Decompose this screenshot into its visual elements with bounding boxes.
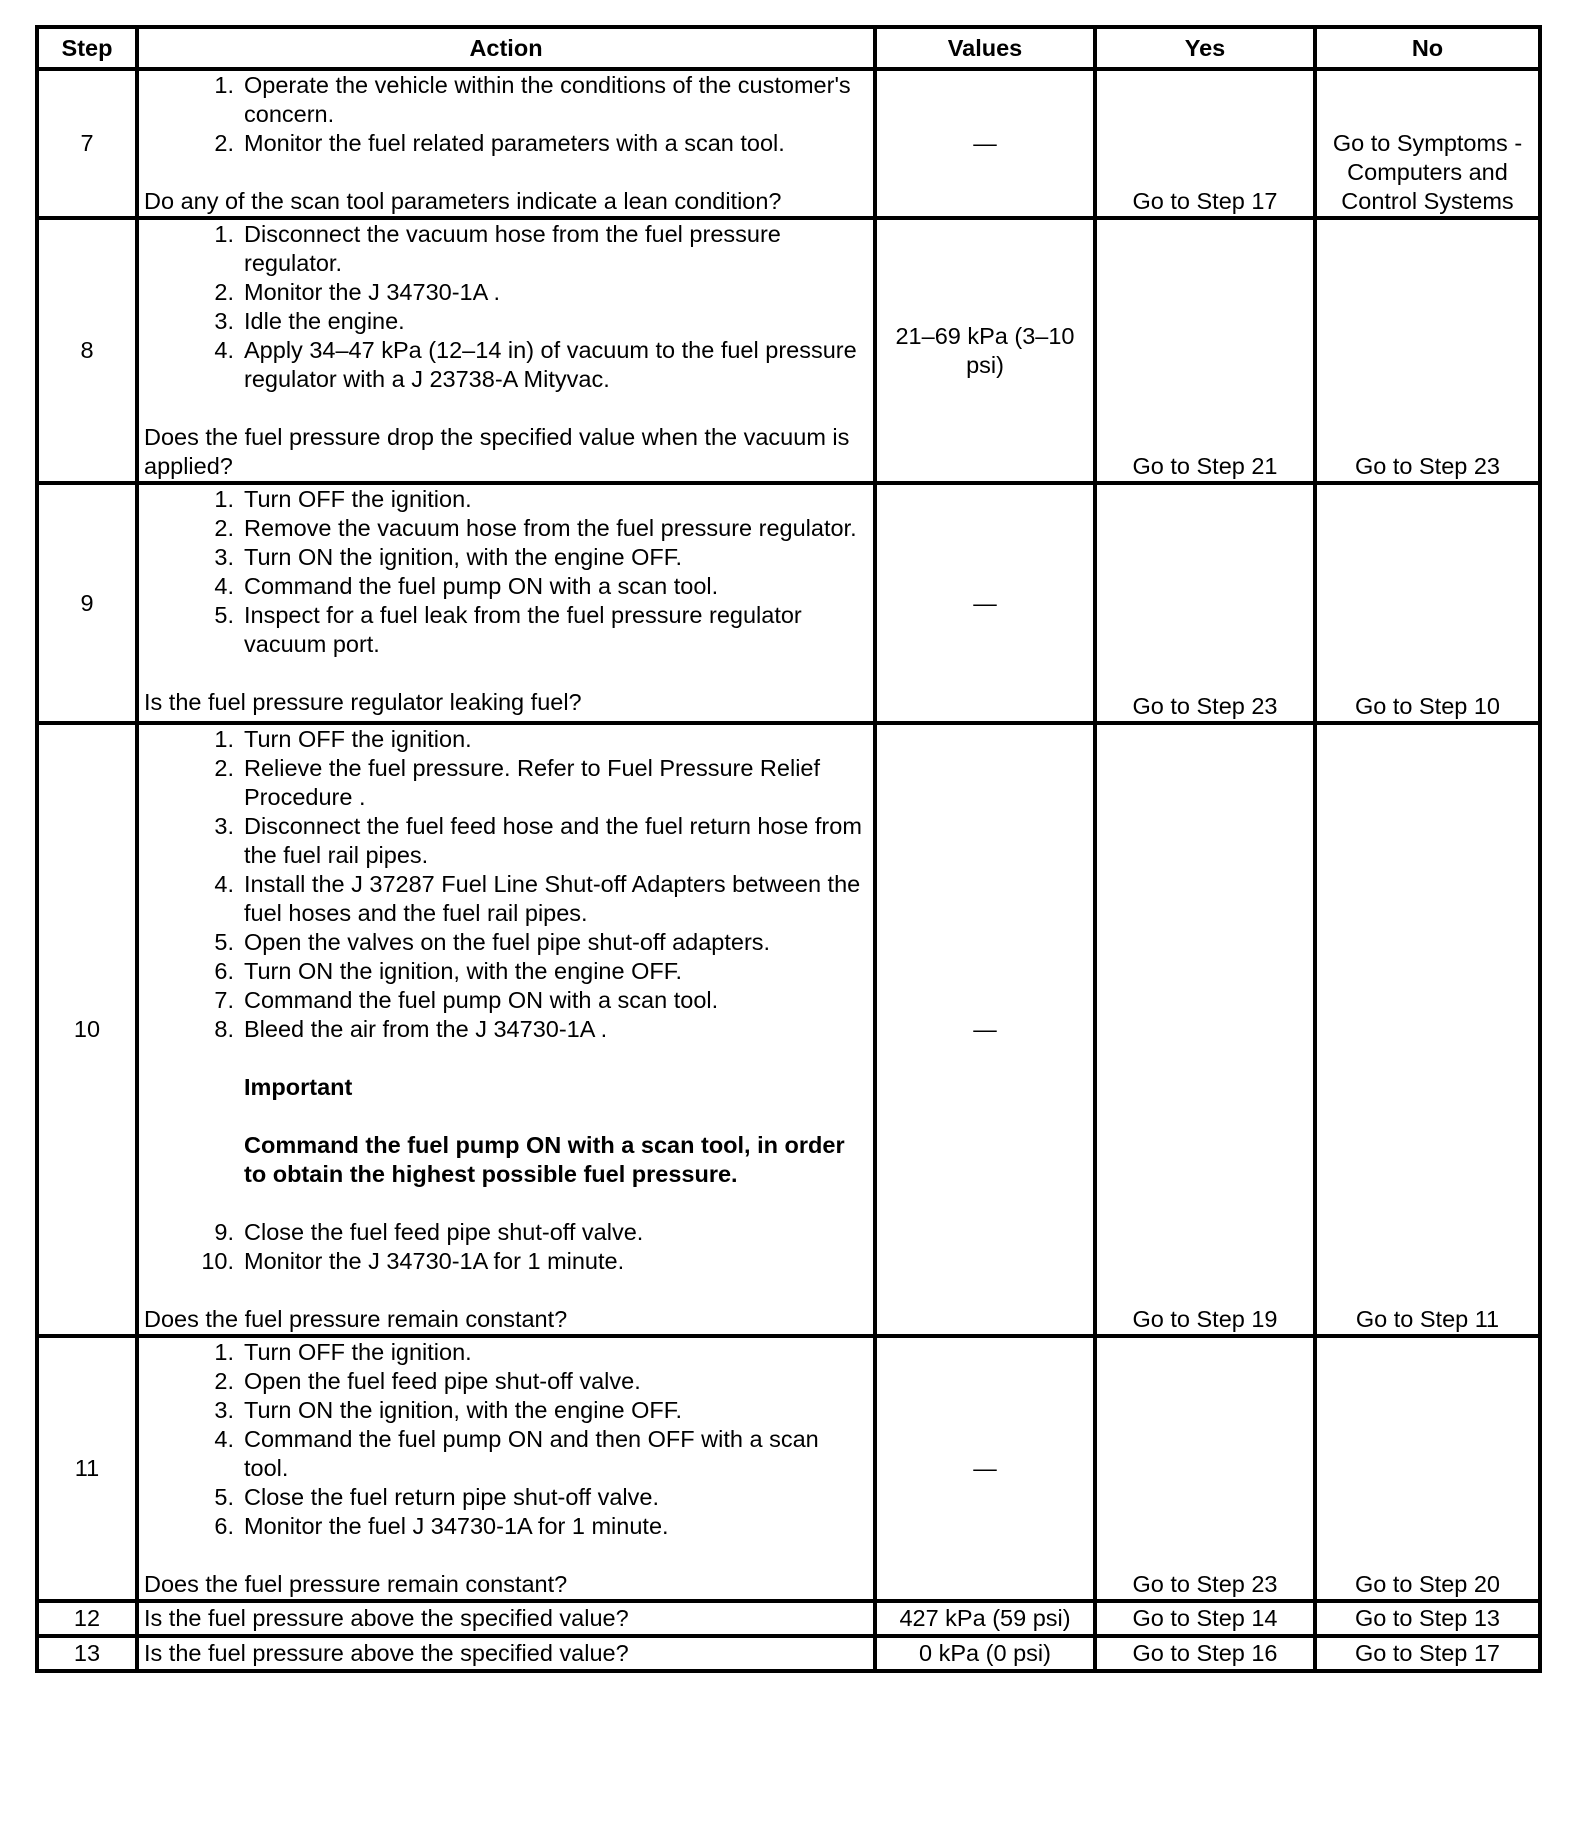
- values-cell: 0 kPa (0 psi): [875, 1636, 1095, 1671]
- step-index: 9.: [214, 1219, 234, 1245]
- action-step: [144, 543, 868, 572]
- header-no: No: [1315, 27, 1540, 69]
- action-step: [144, 725, 868, 754]
- step-index: 5.: [214, 929, 234, 955]
- step-question: Is the fuel pressure above the specified value?: [144, 1640, 629, 1666]
- action-step: [144, 1367, 868, 1396]
- important-title: Important: [244, 1074, 353, 1100]
- step-text: Turn ON the ignition, with the engine OFF.: [244, 1397, 683, 1423]
- action-step: [144, 1015, 868, 1044]
- action-cell: [137, 723, 875, 1336]
- yes-cell: Go to Step 21: [1095, 218, 1315, 483]
- step-text: Monitor the J 34730-1A for 1 minute.: [244, 1248, 625, 1274]
- action-steps: [144, 485, 868, 659]
- action-step: [144, 307, 868, 336]
- action-step: [144, 1512, 868, 1541]
- step-text: Command the fuel pump ON and then OFF with a scan tool.: [244, 1426, 819, 1481]
- no-cell: Go to Symptoms - Computers and Control Systems: [1315, 69, 1540, 218]
- yes-cell: Go to Step 16: [1095, 1636, 1315, 1671]
- step-number: 13: [37, 1636, 137, 1671]
- action-steps: [144, 220, 868, 394]
- action-step: [144, 1396, 868, 1425]
- action-step: [144, 1425, 868, 1483]
- values-cell: —: [875, 1336, 1095, 1601]
- action-step: [144, 514, 868, 543]
- step-index: 8.: [214, 1016, 234, 1042]
- action-cell: [137, 69, 875, 218]
- action-step: [144, 485, 868, 514]
- step-index: 7.: [214, 987, 234, 1013]
- step-text: Monitor the fuel J 34730-1A for 1 minute.: [244, 1513, 669, 1539]
- action-steps: [144, 1218, 868, 1276]
- step-index: 2.: [214, 755, 234, 781]
- step-index: 3.: [214, 1397, 234, 1423]
- step-index: 1.: [214, 221, 234, 247]
- action-step: [144, 986, 868, 1015]
- step-number: 8: [37, 218, 137, 483]
- table-row: [37, 1601, 1540, 1636]
- step-index: 4.: [214, 573, 234, 599]
- step-text: Command the fuel pump ON with a scan tool.: [244, 987, 719, 1013]
- no-cell: Go to Step 11: [1315, 723, 1540, 1336]
- step-text: Disconnect the vacuum hose from the fuel pressure regulator.: [244, 221, 781, 276]
- step-index: 1.: [214, 1339, 234, 1365]
- values-cell: —: [875, 723, 1095, 1336]
- step-text: Turn ON the ignition, with the engine OFF.: [244, 544, 683, 570]
- yes-cell: Go to Step 17: [1095, 69, 1315, 218]
- action-step: [144, 572, 868, 601]
- step-text: Monitor the J 34730-1A .: [244, 279, 501, 305]
- step-text: Turn OFF the ignition.: [244, 1339, 472, 1365]
- values-cell: 21–69 kPa (3–10 psi): [875, 218, 1095, 483]
- no-cell: Go to Step 17: [1315, 1636, 1540, 1671]
- step-text: Turn ON the ignition, with the engine OFF.: [244, 958, 683, 984]
- step-index: 1.: [214, 486, 234, 512]
- action-cell: [137, 218, 875, 483]
- step-text: Remove the vacuum hose from the fuel pressure regulator.: [244, 515, 857, 541]
- action-steps: [144, 71, 868, 158]
- step-index: 2.: [214, 1368, 234, 1394]
- no-cell: Go to Step 13: [1315, 1601, 1540, 1636]
- table-row: [37, 1636, 1540, 1671]
- table-row: [37, 1336, 1540, 1601]
- step-index: 2.: [214, 279, 234, 305]
- step-number: 10: [37, 723, 137, 1336]
- action-step: [144, 1247, 868, 1276]
- step-index: 6.: [214, 1513, 234, 1539]
- action-cell: [137, 483, 875, 723]
- step-number: 12: [37, 1601, 137, 1636]
- step-question: Do any of the scan tool parameters indicate a lean condition?: [144, 188, 782, 214]
- important-text: Command the fuel pump ON with a scan tool, in order to obtain the highest possible fuel pressure.: [244, 1132, 845, 1187]
- step-text: Operate the vehicle within the conditions of the customer's concern.: [244, 72, 851, 127]
- no-cell: Go to Step 23: [1315, 218, 1540, 483]
- yes-cell: Go to Step 19: [1095, 723, 1315, 1336]
- step-index: 1.: [214, 72, 234, 98]
- step-index: 3.: [214, 813, 234, 839]
- table-body: [37, 69, 1540, 1671]
- header-yes: Yes: [1095, 27, 1315, 69]
- step-text: Inspect for a fuel leak from the fuel pressure regulator vacuum port.: [244, 602, 802, 657]
- step-index: 1.: [214, 726, 234, 752]
- action-cell: [137, 1336, 875, 1601]
- step-index: 5.: [214, 1484, 234, 1510]
- action-step: [144, 220, 868, 278]
- step-index: 4.: [214, 1426, 234, 1452]
- action-step: [144, 928, 868, 957]
- action-step: [144, 1218, 868, 1247]
- table-row: [37, 483, 1540, 723]
- table-row: [37, 218, 1540, 483]
- table-row: [37, 723, 1540, 1336]
- step-text: Close the fuel feed pipe shut-off valve.: [244, 1219, 644, 1245]
- step-text: Monitor the fuel related parameters with a scan tool.: [244, 130, 785, 156]
- step-text: Relieve the fuel pressure. Refer to Fuel Pressure Relief Procedure .: [244, 755, 821, 810]
- action-steps: [144, 725, 868, 1044]
- action-step: [144, 129, 868, 158]
- diagnostic-table: [35, 25, 1542, 1673]
- step-text: Install the J 37287 Fuel Line Shut-off Adapters between the fuel hoses and the fuel rail pipes.: [244, 871, 861, 926]
- action-cell: [137, 1636, 875, 1671]
- step-question: Does the fuel pressure remain constant?: [144, 1571, 568, 1597]
- step-question: Does the fuel pressure remain constant?: [144, 1306, 568, 1332]
- step-text: Bleed the air from the J 34730-1A .: [244, 1016, 608, 1042]
- step-index: 4.: [214, 337, 234, 363]
- step-index: 5.: [214, 602, 234, 628]
- action-steps: [144, 1338, 868, 1541]
- step-text: Open the fuel feed pipe shut-off valve.: [244, 1368, 641, 1394]
- no-cell: Go to Step 20: [1315, 1336, 1540, 1601]
- step-index: 4.: [214, 871, 234, 897]
- step-index: 3.: [214, 308, 234, 334]
- yes-cell: Go to Step 14: [1095, 1601, 1315, 1636]
- header-values: Values: [875, 27, 1095, 69]
- header-action: Action: [137, 27, 875, 69]
- action-step: [144, 754, 868, 812]
- step-question: Does the fuel pressure drop the specified value when the vacuum is applied?: [144, 424, 850, 479]
- step-number: 7: [37, 69, 137, 218]
- step-index: 10.: [201, 1248, 234, 1274]
- step-text: Disconnect the fuel feed hose and the fuel return hose from the fuel rail pipes.: [244, 813, 862, 868]
- action-step: [144, 71, 868, 129]
- yes-cell: Go to Step 23: [1095, 1336, 1315, 1601]
- step-index: 3.: [214, 544, 234, 570]
- header-step: Step: [37, 27, 137, 69]
- step-index: 2.: [214, 515, 234, 541]
- action-step: [144, 812, 868, 870]
- action-step: [144, 1338, 868, 1367]
- yes-cell: Go to Step 23: [1095, 483, 1315, 723]
- values-cell: —: [875, 69, 1095, 218]
- step-text: Apply 34–47 kPa (12–14 in) of vacuum to the fuel pressure regulator with a J 23738-A Mityvac.: [244, 337, 857, 392]
- header-row: [37, 27, 1540, 69]
- step-number: 11: [37, 1336, 137, 1601]
- action-step: [144, 278, 868, 307]
- step-index: 6.: [214, 958, 234, 984]
- step-text: Idle the engine.: [244, 308, 405, 334]
- step-question: Is the fuel pressure regulator leaking fuel?: [144, 689, 582, 715]
- action-step: [144, 336, 868, 394]
- table-row: [37, 69, 1540, 218]
- values-cell: —: [875, 483, 1095, 723]
- step-text: Command the fuel pump ON with a scan tool.: [244, 573, 719, 599]
- step-text: Turn OFF the ignition.: [244, 486, 472, 512]
- step-text: Close the fuel return pipe shut-off valve.: [244, 1484, 659, 1510]
- step-number: 9: [37, 483, 137, 723]
- action-step: [144, 1483, 868, 1512]
- action-step: [144, 957, 868, 986]
- step-text: Open the valves on the fuel pipe shut-off adapters.: [244, 929, 771, 955]
- values-cell: 427 kPa (59 psi): [875, 1601, 1095, 1636]
- step-question: Is the fuel pressure above the specified value?: [144, 1605, 629, 1631]
- action-cell: [137, 1601, 875, 1636]
- step-text: Turn OFF the ignition.: [244, 726, 472, 752]
- action-step: [144, 601, 868, 659]
- no-cell: Go to Step 10: [1315, 483, 1540, 723]
- action-step: [144, 870, 868, 928]
- step-index: 2.: [214, 130, 234, 156]
